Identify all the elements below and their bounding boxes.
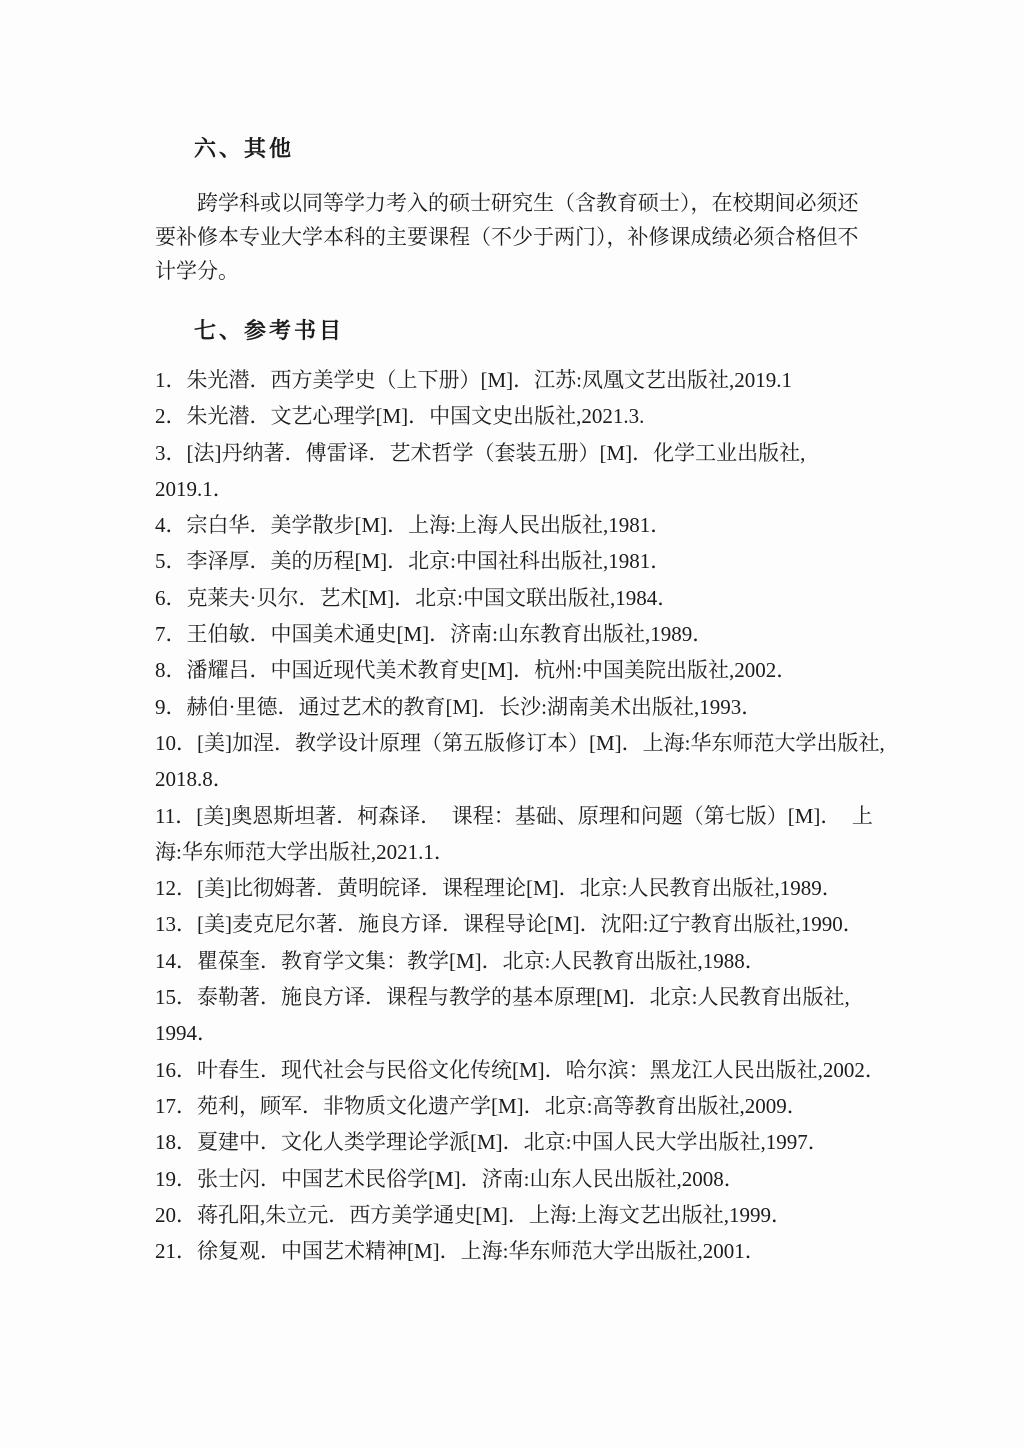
reference-line: 18．夏建中．文化人类学理论学派[M]．北京:中国人民大学出版社,1997． [155, 1130, 829, 1155]
reference-line: 2．朱光潜．文艺心理学[M]．中国文史出版社,2021.3. [155, 404, 645, 429]
reference-line: 13．[美]麦克尼尔著．施良方译．课程导论[M]．沈阳:辽宁教育出版社,1990． [155, 912, 864, 937]
reference-line: 10．[美]加涅．教学设计原理（第五版修订本）[M]．上海:华东师范大学出版社, [155, 730, 885, 755]
reference-line: 5．李泽厚．美的历程[M]．北京:中国社科出版社,1981． [155, 549, 672, 574]
reference-line: 2018.8． [155, 767, 234, 792]
reference-line: 9．赫伯·里德．通过艺术的教育[M]．长沙:湖南美术出版社,1993． [155, 694, 763, 719]
reference-line: 7．王伯敏．中国美术通史[M]．济南:山东教育出版社,1989． [155, 622, 714, 647]
reference-line: 8．潘耀吕．中国近现代美术教育史[M]．杭州:中国美院出版社,2002． [155, 658, 798, 683]
reference-line: 21．徐复观．中国艺术精神[M]．上海:华东师范大学出版社,2001． [155, 1239, 766, 1264]
reference-line: 16．叶春生．现代社会与民俗文化传统[M]．哈尔滨：黑龙江人民出版社,2002． [155, 1057, 886, 1082]
paragraph-line: 计学分。 [155, 259, 239, 283]
section-heading-bibliography: 七、参考书目 [194, 319, 345, 344]
bibliography-list [155, 362, 900, 1269]
paragraph-line: 跨学科或以同等学力考入的硕士研究生（含教育硕士），在校期间必须还 [197, 191, 859, 215]
reference-line: 1994． [155, 1021, 218, 1046]
reference-line: 海:华东师范大学出版社,2021.1． [155, 839, 455, 864]
reference-line: 11．[美]奥恩斯坦著．柯森译． 课程：基础、原理和问题（第七版）[M]． 上 [155, 803, 873, 828]
reference-line: 1．朱光潜．西方美学史（上下册）[M]．江苏:凤凰文艺出版社,2019.1 [155, 368, 792, 392]
paragraph-line: 要补修本专业大学本科的主要课程（不少于两门），补修课成绩必须合格但不 [155, 225, 859, 249]
reference-line: 19．张士闪．中国艺术民俗学[M]．济南:山东人民出版社,2008． [155, 1166, 745, 1191]
reference-line: 4．宗白华．美学散步[M]．上海:上海人民出版社,1981． [155, 513, 672, 538]
reference-line: 14．瞿葆奎．教育学文集：教学[M]．北京:人民教育出版社,1988． [155, 948, 766, 973]
section-heading-other: 六、其他 [194, 137, 295, 162]
reference-line: 12．[美]比彻姆著．黄明皖译．课程理论[M]．北京:人民教育出版社,1989． [155, 876, 843, 901]
reference-line: 20．蒋孔阳,朱立元．西方美学通史[M]．上海:上海文艺出版社,1999． [155, 1202, 792, 1227]
reference-line: 2019.1． [155, 476, 234, 501]
reference-line: 3．[法]丹纳著．傅雷译．艺术哲学（套装五册）[M]．化学工业出版社, [155, 440, 806, 465]
reference-line: 6．克莱夫·贝尔．艺术[M]．北京:中国文联出版社,1984． [155, 585, 679, 610]
other-section-paragraph [155, 186, 895, 288]
reference-line: 15．泰勒著．施良方译．课程与教学的基本原理[M]．北京:人民教育出版社, [155, 985, 850, 1010]
reference-line: 17．苑利，顾军．非物质文化遗产学[M]．北京:高等教育出版社,2009． [155, 1093, 808, 1118]
